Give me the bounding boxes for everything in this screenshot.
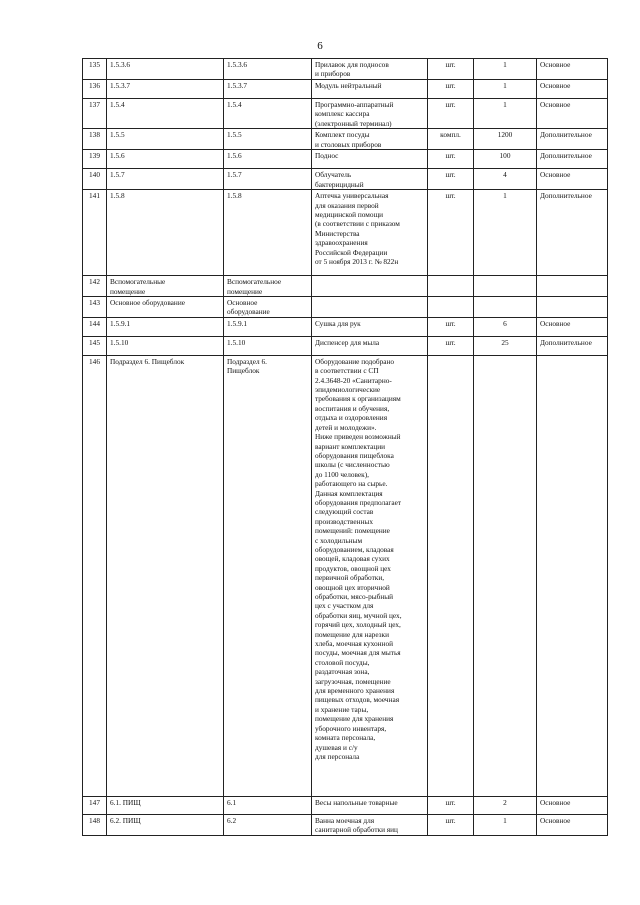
table-row xyxy=(83,796,608,814)
item-code-cell xyxy=(224,150,312,169)
equipment-table xyxy=(82,58,608,836)
item-code: 1.5.9.1 xyxy=(227,318,248,328)
unit: шт. xyxy=(445,815,456,825)
item-code-cell xyxy=(224,276,312,297)
section-code: 1.5.3.6 xyxy=(110,60,131,69)
equipment-type-cell xyxy=(537,190,608,276)
quantity: 1 xyxy=(503,191,507,201)
equipment-type: Дополнительное xyxy=(540,130,592,140)
equipment-type-cell xyxy=(537,814,608,835)
unit: шт. xyxy=(445,60,456,69)
row-number-cell xyxy=(83,317,107,336)
row-number: 141 xyxy=(89,191,100,201)
table-row xyxy=(83,297,608,318)
quantity: 4 xyxy=(503,170,507,180)
section-code-cell xyxy=(107,355,224,796)
item-code-cell xyxy=(224,169,312,190)
equipment-type-cell xyxy=(537,355,608,796)
equipment-type: Основное xyxy=(540,60,571,69)
equipment-type: Дополнительное xyxy=(540,191,592,201)
quantity: 1200 xyxy=(497,130,513,140)
item-name-cell xyxy=(312,336,428,355)
item-code-cell xyxy=(224,297,312,318)
section-code: 1.5.6 xyxy=(110,151,125,161)
section-code-cell xyxy=(107,336,224,355)
unit-cell xyxy=(428,99,474,129)
item-name-cell xyxy=(312,190,428,276)
quantity: 1 xyxy=(503,100,507,109)
row-number: 146 xyxy=(89,356,100,366)
row-number: 136 xyxy=(89,81,100,90)
section-code-cell xyxy=(107,129,224,150)
table-row xyxy=(83,317,608,336)
unit-cell xyxy=(428,796,474,814)
section-code-cell xyxy=(107,59,224,80)
row-number-cell xyxy=(83,336,107,355)
equipment-type-cell xyxy=(537,129,608,150)
item-code-cell xyxy=(224,59,312,80)
quantity: 2 xyxy=(503,797,507,807)
item-name: Ванна моечная для санитарной обработки яиц xyxy=(315,815,398,835)
item-code-cell xyxy=(224,355,312,796)
unit-cell xyxy=(428,336,474,355)
row-number: 144 xyxy=(89,318,100,328)
table-row xyxy=(83,169,608,190)
equipment-type: Дополнительное xyxy=(540,151,592,161)
row-number-cell xyxy=(83,796,107,814)
item-code: 1.5.3.7 xyxy=(227,81,248,90)
item-name-cell xyxy=(312,355,428,796)
section-code: 1.5.8 xyxy=(110,191,125,201)
item-name: Прилавок для подносов и приборов xyxy=(315,60,389,79)
unit: шт. xyxy=(445,81,456,90)
section-code: Вспомогательные помещение xyxy=(110,277,166,296)
item-name-cell xyxy=(312,80,428,99)
table-row xyxy=(83,59,608,80)
quantity-cell xyxy=(474,59,537,80)
item-code: 1.5.8 xyxy=(227,191,242,201)
unit: шт. xyxy=(445,797,456,807)
equipment-type-cell xyxy=(537,150,608,169)
equipment-type-cell xyxy=(537,796,608,814)
section-code-cell xyxy=(107,190,224,276)
quantity-cell xyxy=(474,276,537,297)
item-code: 1.5.7 xyxy=(227,170,242,180)
section-code: 1.5.10 xyxy=(110,337,129,347)
equipment-type: Основное xyxy=(540,318,571,328)
unit-cell xyxy=(428,276,474,297)
item-name: Сушка для рук xyxy=(315,318,361,328)
equipment-type: Основное xyxy=(540,81,571,90)
quantity-cell xyxy=(474,814,537,835)
equipment-type: Основное xyxy=(540,797,571,807)
item-name-cell xyxy=(312,297,428,318)
quantity-cell xyxy=(474,355,537,796)
section-code-cell xyxy=(107,99,224,129)
row-number: 148 xyxy=(89,815,100,825)
item-code-cell xyxy=(224,317,312,336)
section-code-cell xyxy=(107,80,224,99)
equipment-type-cell xyxy=(537,317,608,336)
quantity: 6 xyxy=(503,318,507,328)
table-row xyxy=(83,80,608,99)
unit: шт. xyxy=(445,337,456,347)
quantity-cell xyxy=(474,317,537,336)
unit-cell xyxy=(428,129,474,150)
unit: шт. xyxy=(445,100,456,109)
row-number: 135 xyxy=(89,60,100,69)
quantity: 100 xyxy=(499,151,511,161)
item-name: Поднос xyxy=(315,151,339,161)
section-code-cell xyxy=(107,297,224,318)
item-code: 1.5.5 xyxy=(227,130,242,140)
item-name-cell xyxy=(312,99,428,129)
item-code-cell xyxy=(224,129,312,150)
item-name-cell xyxy=(312,150,428,169)
item-code-cell xyxy=(224,336,312,355)
quantity: 1 xyxy=(503,815,507,825)
unit-cell xyxy=(428,355,474,796)
equipment-type: Основное xyxy=(540,815,571,825)
row-number: 145 xyxy=(89,337,100,347)
item-code-cell xyxy=(224,190,312,276)
item-name: Весы напольные товарные xyxy=(315,797,398,807)
section-code: 1.5.4 xyxy=(110,100,125,109)
quantity-cell xyxy=(474,150,537,169)
item-name-cell xyxy=(312,276,428,297)
unit: шт. xyxy=(445,318,456,328)
section-code: 1.5.5 xyxy=(110,130,125,140)
unit-cell xyxy=(428,297,474,318)
item-code: 6.1 xyxy=(227,797,237,807)
row-number: 147 xyxy=(89,797,100,807)
section-code: 1.5.9.1 xyxy=(110,318,131,328)
unit: шт. xyxy=(445,191,456,201)
row-number: 140 xyxy=(89,170,100,180)
row-number-cell xyxy=(83,190,107,276)
equipment-type-cell xyxy=(537,336,608,355)
table-row xyxy=(83,129,608,150)
table-row xyxy=(83,150,608,169)
quantity: 1 xyxy=(503,60,507,69)
row-number: 137 xyxy=(89,100,100,109)
unit-cell xyxy=(428,317,474,336)
quantity-cell xyxy=(474,796,537,814)
item-name-cell xyxy=(312,169,428,190)
equipment-type-cell xyxy=(537,99,608,129)
section-code: 1.5.7 xyxy=(110,170,125,180)
item-code: Вспомогательное помещение xyxy=(227,277,282,296)
section-code-cell xyxy=(107,796,224,814)
item-name-cell xyxy=(312,59,428,80)
unit: компл. xyxy=(440,130,461,140)
quantity: 25 xyxy=(501,337,509,347)
row-number-cell xyxy=(83,59,107,80)
section-code-cell xyxy=(107,169,224,190)
section-code: Основное оборудование xyxy=(110,298,185,308)
item-code: 1.5.6 xyxy=(227,151,242,161)
equipment-type-cell xyxy=(537,59,608,80)
row-number-cell xyxy=(83,276,107,297)
item-code: 1.5.4 xyxy=(227,100,242,109)
quantity-cell xyxy=(474,80,537,99)
unit-cell xyxy=(428,814,474,835)
row-number: 143 xyxy=(89,298,100,308)
item-name: Модуль нейтральный xyxy=(315,81,382,90)
table-row xyxy=(83,276,608,297)
item-code: Основное оборудование xyxy=(227,298,270,317)
section-code-cell xyxy=(107,150,224,169)
table-row xyxy=(83,99,608,129)
item-code: 1.5.10 xyxy=(227,337,246,347)
quantity-cell xyxy=(474,336,537,355)
item-code: 1.5.3.6 xyxy=(227,60,248,69)
item-name: Комплект посуды и столовых приборов xyxy=(315,130,382,149)
item-name: Аптечка универсальная для оказания первой медицинской помощи (в соответствии с приказом Министерства здравоохранения Российской Федерации от 5 ноября 2013 г. № 822н xyxy=(315,191,400,267)
item-code-cell xyxy=(224,80,312,99)
equipment-type-cell xyxy=(537,297,608,318)
equipment-type: Дополнительное xyxy=(540,337,592,347)
item-code-cell xyxy=(224,99,312,129)
equipment-type-cell xyxy=(537,276,608,297)
table-row xyxy=(83,190,608,276)
section-code: 6.2. ПИЩ xyxy=(110,815,141,825)
row-number-cell xyxy=(83,297,107,318)
item-code: Подраздел 6. Пищеблок xyxy=(227,356,267,376)
item-name-cell xyxy=(312,796,428,814)
row-number-cell xyxy=(83,150,107,169)
row-number-cell xyxy=(83,169,107,190)
equipment-type: Основное xyxy=(540,170,571,180)
table-row xyxy=(83,355,608,796)
equipment-type-cell xyxy=(537,169,608,190)
section-code-cell xyxy=(107,814,224,835)
item-name-cell xyxy=(312,317,428,336)
equipment-type-cell xyxy=(537,80,608,99)
item-name: Диспенсер для мыла xyxy=(315,337,380,347)
section-code: 6.1. ПИЩ xyxy=(110,797,141,807)
item-code: 6.2 xyxy=(227,815,237,825)
section-code-cell xyxy=(107,317,224,336)
item-code-cell xyxy=(224,796,312,814)
quantity-cell xyxy=(474,99,537,129)
page-number: 6 xyxy=(317,40,323,52)
row-number: 142 xyxy=(89,277,100,287)
row-number-cell xyxy=(83,80,107,99)
section-code: 1.5.3.7 xyxy=(110,81,131,90)
row-number-cell xyxy=(83,355,107,796)
row-number-cell xyxy=(83,99,107,129)
unit-cell xyxy=(428,190,474,276)
section-code-cell xyxy=(107,276,224,297)
item-name: Программно-аппаратный комплекс кассира (электронный терминал) xyxy=(315,100,394,128)
table-row xyxy=(83,814,608,835)
unit-cell xyxy=(428,150,474,169)
item-name-cell xyxy=(312,814,428,835)
section-code: Подраздел 6. Пищеблок xyxy=(110,356,185,366)
quantity: 1 xyxy=(503,81,507,90)
item-code-cell xyxy=(224,814,312,835)
quantity-cell xyxy=(474,297,537,318)
unit-cell xyxy=(428,59,474,80)
unit-cell xyxy=(428,169,474,190)
quantity-cell xyxy=(474,129,537,150)
equipment-type: Основное xyxy=(540,100,571,109)
unit: шт. xyxy=(445,170,456,180)
unit-cell xyxy=(428,80,474,99)
row-number-cell xyxy=(83,129,107,150)
quantity-cell xyxy=(474,190,537,276)
row-number-cell xyxy=(83,814,107,835)
item-name: Облучатель бактерицидный xyxy=(315,170,364,189)
item-name: Оборудование подобрано в соответствии с СП 2.4.3648-20 «Санитарно- эпидемиологические требования к организациям воспитания и обучения, отдыха и оздоровления детей и молодежи». Ниже приведен возможный вариант комплектации оборудования пищеблока школы (с численностью до 1100 человек), работающего на сырье. Данная комплектация оборудования предполагает следующий состав производственных помещений: помещение с холодильным оборудованием, кладовая овощей, кладовая сухих продуктов, овощной цех первичной обработки, овощной цех вторичной обработки, мясо-рыбный цех с участком для обработки яиц, мучной цех, горячий цех, холодный цех, помещение для нарезки хлеба, моечная кухонной посуды, моечная для мытья столовой посуды, раздаточная зона, загрузочная, помещение для временного хранения пищевых отходов, моечная и хранение тары, помещение для хранения уборочного инвентаря, комната персонала, душевая и с/у для персонала xyxy=(315,356,402,761)
quantity-cell xyxy=(474,169,537,190)
unit: шт. xyxy=(445,151,456,161)
row-number: 138 xyxy=(89,130,100,140)
item-name-cell xyxy=(312,129,428,150)
table-row xyxy=(83,336,608,355)
row-number: 139 xyxy=(89,151,100,161)
